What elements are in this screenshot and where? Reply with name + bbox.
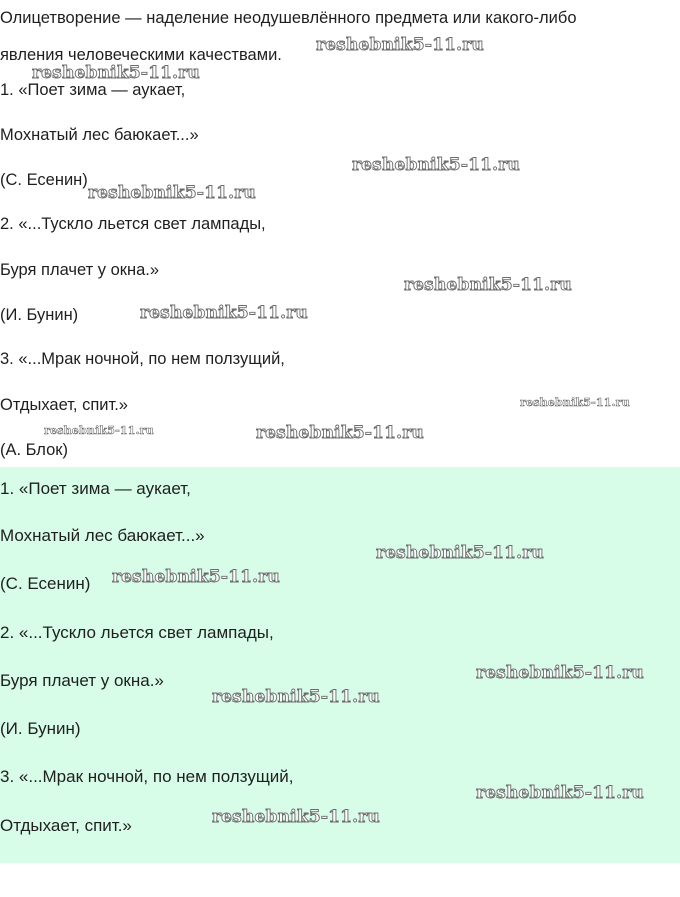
answer-line-4: 2. «...Тускло льется свет лампады, xyxy=(0,623,274,642)
answer-line-2: Мохнатый лес баюкает...» xyxy=(0,526,205,545)
watermark: reshebnik5-11.ru xyxy=(476,783,644,803)
watermark: reshebnik5-11.ru xyxy=(352,155,520,175)
answer-line-7: 3. «...Мрак ночной, по нем ползущий, xyxy=(0,767,294,786)
example-1-line-1: 1. «Поет зима — аукает, xyxy=(0,81,186,99)
example-2-line-2: Буря плачет у окна.» xyxy=(0,261,160,279)
watermark: reshebnik5-11.ru xyxy=(316,35,484,55)
watermark: reshebnik5-11.ru xyxy=(404,275,572,295)
answer-line-6: (И. Бунин) xyxy=(0,719,81,738)
answer-line-5: Буря плачет у окна.» xyxy=(0,671,164,690)
watermark: reshebnik5-11.ru xyxy=(140,303,308,323)
example-1-author: (С. Есенин) xyxy=(0,171,88,189)
example-3-author: (А. Блок) xyxy=(0,441,69,459)
watermark: reshebnik5-11.ru xyxy=(88,183,256,203)
watermark: reshebnik5-11.ru xyxy=(44,424,154,437)
watermark: reshebnik5-11.ru xyxy=(112,567,280,587)
watermark: reshebnik5-11.ru xyxy=(32,63,200,83)
answer-line-1: 1. «Поет зима — аукает, xyxy=(0,479,191,498)
example-3-line-1: 3. «...Мрак ночной, по нем ползущий, xyxy=(0,350,285,368)
watermark: reshebnik5-11.ru xyxy=(212,807,380,827)
definition-line-2: явления человеческими качествами. xyxy=(0,46,282,64)
answer-block xyxy=(0,467,680,863)
example-1-line-2: Мохнатый лес баюкает...» xyxy=(0,126,199,144)
watermark: reshebnik5-11.ru xyxy=(476,663,644,683)
example-2-author: (И. Бунин) xyxy=(0,306,79,324)
definition-line-1: Олицетворение — наделение неодушевлённого предмета или какого-либо xyxy=(0,9,577,27)
watermark: reshebnik5-11.ru xyxy=(376,543,544,563)
answer-line-3: (С. Есенин) xyxy=(0,574,91,593)
example-2-line-1: 2. «...Тускло льется свет лампады, xyxy=(0,215,266,233)
watermark: reshebnik5-11.ru xyxy=(212,687,380,707)
watermark: reshebnik5-11.ru xyxy=(520,396,630,409)
answer-line-8: Отдыхает, спит.» xyxy=(0,816,132,835)
example-3-line-2: Отдыхает, спит.» xyxy=(0,396,128,414)
watermark: reshebnik5-11.ru xyxy=(256,423,424,443)
